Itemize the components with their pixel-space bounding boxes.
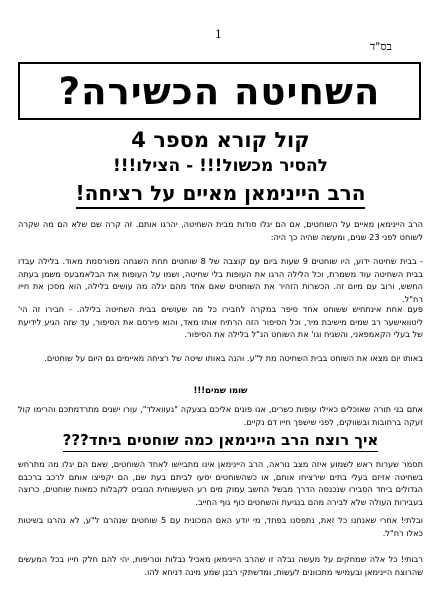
paragraph-closing: רבותי! כל אלה שמחקים על מעשה נבלה זו שהרב היינימאן מאכיל נבלות וטריפות, יהי להם חלק חייו בכל המעשים שהרוצח היינימאן ובעמישי מתכוונים לעשות, ומדשתקי רבנן שמע מינה דניחא להו. <box>18 554 423 577</box>
paragraph-story: - בבית שחיטה ידוע, היו שוחטים 9 שעות ביום עם קוצבה של 8 שוחטים תחת השגחה מפורסמת מאוד. בלילה עבדו בבית השחיטה עוד משמרת, וכל הלילה הרגו את העופות בלי שחיטה, ושמו על העופות את הבלאמבעס משמן בעתה החשש, ורוב עם מיום זה. הכשרות הזהיר את השוחטים שאם אחד מהם יגלה מה עושים בלילה, הוא מסכן את חייו רח"ל. <box>18 256 424 304</box>
paragraph-fear: ובלתי! אחרי שאנחנו כל זאת, נתפסנו בפחד, מי יודע האם המכונית עם 5 שוחטים שנהרגו ל"ע, לא נהרגו בשיטות כאלו רח"ל. <box>18 515 423 538</box>
headline-second-text: איך רוצח הרב היינימאן כמה שוחטים ביחד??? <box>63 431 379 452</box>
subtitle-warning: להסיר מכשול!!! - הצילו!!! <box>113 156 328 176</box>
headline-second <box>0 433 441 448</box>
paragraph-intro: הרב היינימאן מאיים על השוחטים, אם הם יגלו סודות מבית השחיטה, יהרגו אותם. זה קרה שם שלא הם מה שקרה לשוחט לפני 23 שנים, ומעשה שהיה כך היה: <box>18 219 423 242</box>
headline-threat <box>0 183 441 203</box>
paragraph-outcome: באותו יום מצאו את השוחט בבית השחיטה מת ל"ע. והנה באותו שיטה של רציחה מאיימים גם היום על שוחטים. <box>44 353 423 363</box>
paragraph-incident: פעם אחת אינתחיש ששוחט אחד סיפר במקרה לחבירו כל מה שעושים בבית השחיטה בלילה. - חבירו זה הי' ליטוואישער רב שמים מישיבת מיר, וכל הסיפור הזה הרתיח אותו מאד, והוא פירסם את הסיפור, עד שזה הגיע לידיעת של בעלי הקאמפאני, והשגיח וגו' את השוחט הנ"ל בלילה את הסיפור. <box>18 304 423 339</box>
page-number: 1 <box>215 28 222 41</box>
headline-text: הרב היינימאן מאיים על רציחה! <box>76 181 366 209</box>
section-exclamation: שומו שמים!!! <box>193 386 248 396</box>
main-title: השחיטה הכשירה? <box>58 69 381 113</box>
subtitle-call: קול קורא מספר 4 <box>131 128 310 152</box>
title-box <box>18 62 421 120</box>
bsd-mark: בס"ד <box>370 40 392 53</box>
paragraph-appeal: אתם בני תורה שאוכלים כאילו עופות כשרים, אנו פונים אליכם בצעקה "געוואלד", עורו ישנים מתרדמתכם והרימו קול זעקה ברחובות ובשווקים, לפני שישפך חייו דם נקיים. <box>18 404 423 427</box>
paragraph-details: תסמר שערות ראש לשמוע איזה מצב נוראה, הרב היינימאן אינו מתביישו לאחד השוחטים, שאם הם יגלו מה מתרחש בשחיטה אזיזם בעלי בתים שירציחו אותם, או כשהשוחטים יסעו לביתם בעת שם, הם יקפיצו אותם לרכב ברכבם הגדולים ביחד הסבירו שנכנסה הדרך מבשל החשב עמוק מים רע השעשוחית הנוביט לקבלות כמאות שוחטים, כרוצה בעבירות העולה שלא לבירה מהם בנגיעת והשחטים כוף גוף החייב. <box>18 459 423 507</box>
